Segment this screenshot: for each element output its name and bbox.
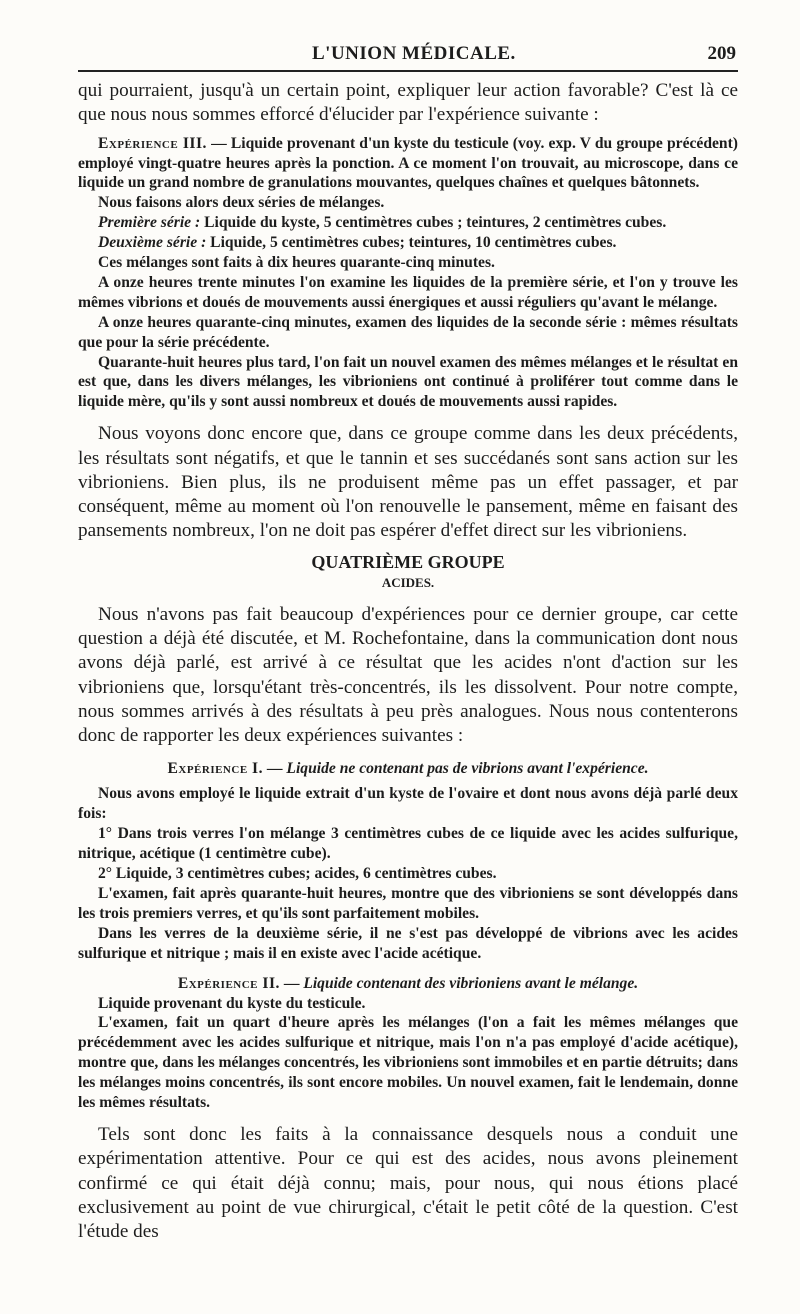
- mixtures-time: Ces mélanges sont faits à dix heures quarante-cinq minutes.: [98, 254, 495, 272]
- experiment-2-label: Expérience II.: [177, 974, 280, 992]
- series-2-text: Liquide, 5 centimètres cubes; teintures, 10 centimètres cubes.: [206, 234, 617, 252]
- ovary-liquid-paragraph: Nous avons employé le liquide extrait d'un kyste de l'ovaire et dont nous avons déjà parlé deux fois:: [78, 785, 738, 823]
- conclusion-paragraph: Nous voyons donc encore que, dans ce groupe comme dans les deux précédents, les résultats sont négatifs, et que le tannin et ses succédanés sont sans action sur les vibrioniens. Bien plus, ils ne produisent même pas un effet passager, et par conséquent, même au moment où l'on renouvelle le pansement, même en faisant des pansements nombreux, l'on ne doit pas espérer d'effet direct sur les vibrioniens.: [78, 423, 738, 542]
- experiment-2-title: Liquide contenant des vibrioniens avant le mélange.: [303, 974, 639, 992]
- page-body: [78, 79, 738, 1244]
- exam-48h-paragraph: L'examen, fait après quarante-huit heures, montre que des vibrioniens se sont développés dans les trois premiers verres, et qu'ils sont parfaitement mobiles.: [78, 884, 738, 922]
- acids-intro-paragraph: Nous n'avons pas fait beaucoup d'expériences pour ce dernier groupe, car cette question a déjà été discutée, et M. Rochefontaine, dans la communication dont nous avons déjà parlé, est arrivé à ce résultat que les acides n'ont d'action sur les vibrioniens que, lorsqu'étant très-concentrés, ils les dissolvent. Pour notre compte, nous sommes arrivés à des résultats à peu près analogues. Nous nous contenterons donc de rapporter les deux expériences suivantes :: [78, 603, 738, 747]
- series-1-label: Première série :: [98, 214, 201, 232]
- series-intro: Nous faisons alors deux séries de mélanges.: [98, 194, 385, 212]
- list-item-1: 1° Dans trois verres l'on mélange 3 centimètres cubes de ce liquide avec les acides sulfurique, nitrique, acétique (1 centimètre cube).: [78, 825, 738, 863]
- series-1: [78, 213, 738, 233]
- experiment-2-dash: —: [279, 974, 304, 992]
- series-2-label: Deuxième série :: [98, 234, 207, 252]
- section-title: QUATRIÈME GROUPE: [311, 551, 505, 572]
- experiment-3-label: Expérience III.: [98, 134, 207, 152]
- second-series-paragraph: Dans les verres de la deuxième série, il ne s'est pas développé de vibrions avec les acides sulfurique et nitrique ; mais il en existe avec l'acide acétique.: [78, 924, 738, 962]
- experiment-1-label: Expérience I.: [167, 759, 264, 777]
- section-subtitle: ACIDES.: [381, 574, 435, 590]
- experiment-1-dash: —: [263, 759, 287, 777]
- page-header: [78, 36, 738, 72]
- experiment-3-paragraph: [78, 134, 738, 194]
- eleven-fortyfive-exam: A onze heures quarante-cinq minutes, examen des liquides de la seconde série : mêmes résultats que pour la série précédente.: [78, 313, 738, 351]
- eleven-thirty-exam: A onze heures trente minutes l'on examine les liquides de la première série, et l'on y trouve les mêmes vibrions et doués de mouvements aussi énergiques et aussi réguliers qu'avant le mélange.: [78, 273, 738, 311]
- list-item-2: 2° Liquide, 3 centimètres cubes; acides, 6 centimètres cubes.: [98, 865, 497, 883]
- closing-paragraph: Tels sont donc les faits à la connaissance desquels nous a conduit une expérimentation attentive. Pour ce qui est des acides, nous avons pleinement confirmé ce qui était déjà connu; mais, pour nous, qui nous étions placé exclusivement au point de vue chirurgical, c'était le petit côté de la question. C'est l'étude des: [78, 1123, 738, 1243]
- testicle-liquid-line: Liquide provenant du kyste du testicule.: [98, 994, 366, 1012]
- series-2: [78, 233, 738, 253]
- experiment-1-heading: [78, 759, 738, 779]
- running-title: L'UNION MÉDICALE.: [312, 43, 516, 64]
- series-1-text: Liquide du kyste, 5 centimètres cubes ; teintures, 2 centimètres cubes.: [200, 214, 667, 232]
- page-number: 209: [707, 43, 736, 64]
- experiment-1-title: Liquide ne contenant pas de vibrions avant l'expérience.: [286, 759, 649, 777]
- experiment-2-heading: [78, 974, 738, 994]
- page: [78, 36, 738, 1244]
- experiment-3-text: — Liquide provenant d'un kyste du testicule (voy. exp. V du groupe précédent) employé vingt-quatre heures après la ponction. A ce moment l'on trouvait, au microscope, dans ce liquide un grand nombre de granulations mouvantes, quelques chaînes et quelques bâtonnets.: [78, 134, 738, 192]
- quarter-hour-exam-paragraph: L'examen, fait un quart d'heure après les mélanges (l'on a fait les mêmes mélanges que précédemment avec les acides sulfurique et nitrique, mais l'on n'a pas employé d'acide acétique), montre que, dans les mélanges concentrés, les vibrioniens sont immobiles et en partie détruits; dans les mélanges moins concentrés, ils sont encore mobiles. Un nouvel examen, fait le lendemain, donne les mêmes résultats.: [78, 1014, 738, 1112]
- paragraph-opening: qui pourraient, jusqu'à un certain point, expliquer leur action favorable? C'est là ce que nous nous sommes efforcé d'élucider par l'expérience suivante :: [78, 80, 738, 126]
- forty-eight-hours-exam: Quarante-huit heures plus tard, l'on fait un nouvel examen des mêmes mélanges et le résultat en est que, dans les divers mélanges, les vibrioniens ont continué à proliférer tout comme dans le liquide mère, qu'ils y sont aussi nombreux et doués de mouvements aussi rapides.: [78, 353, 738, 411]
